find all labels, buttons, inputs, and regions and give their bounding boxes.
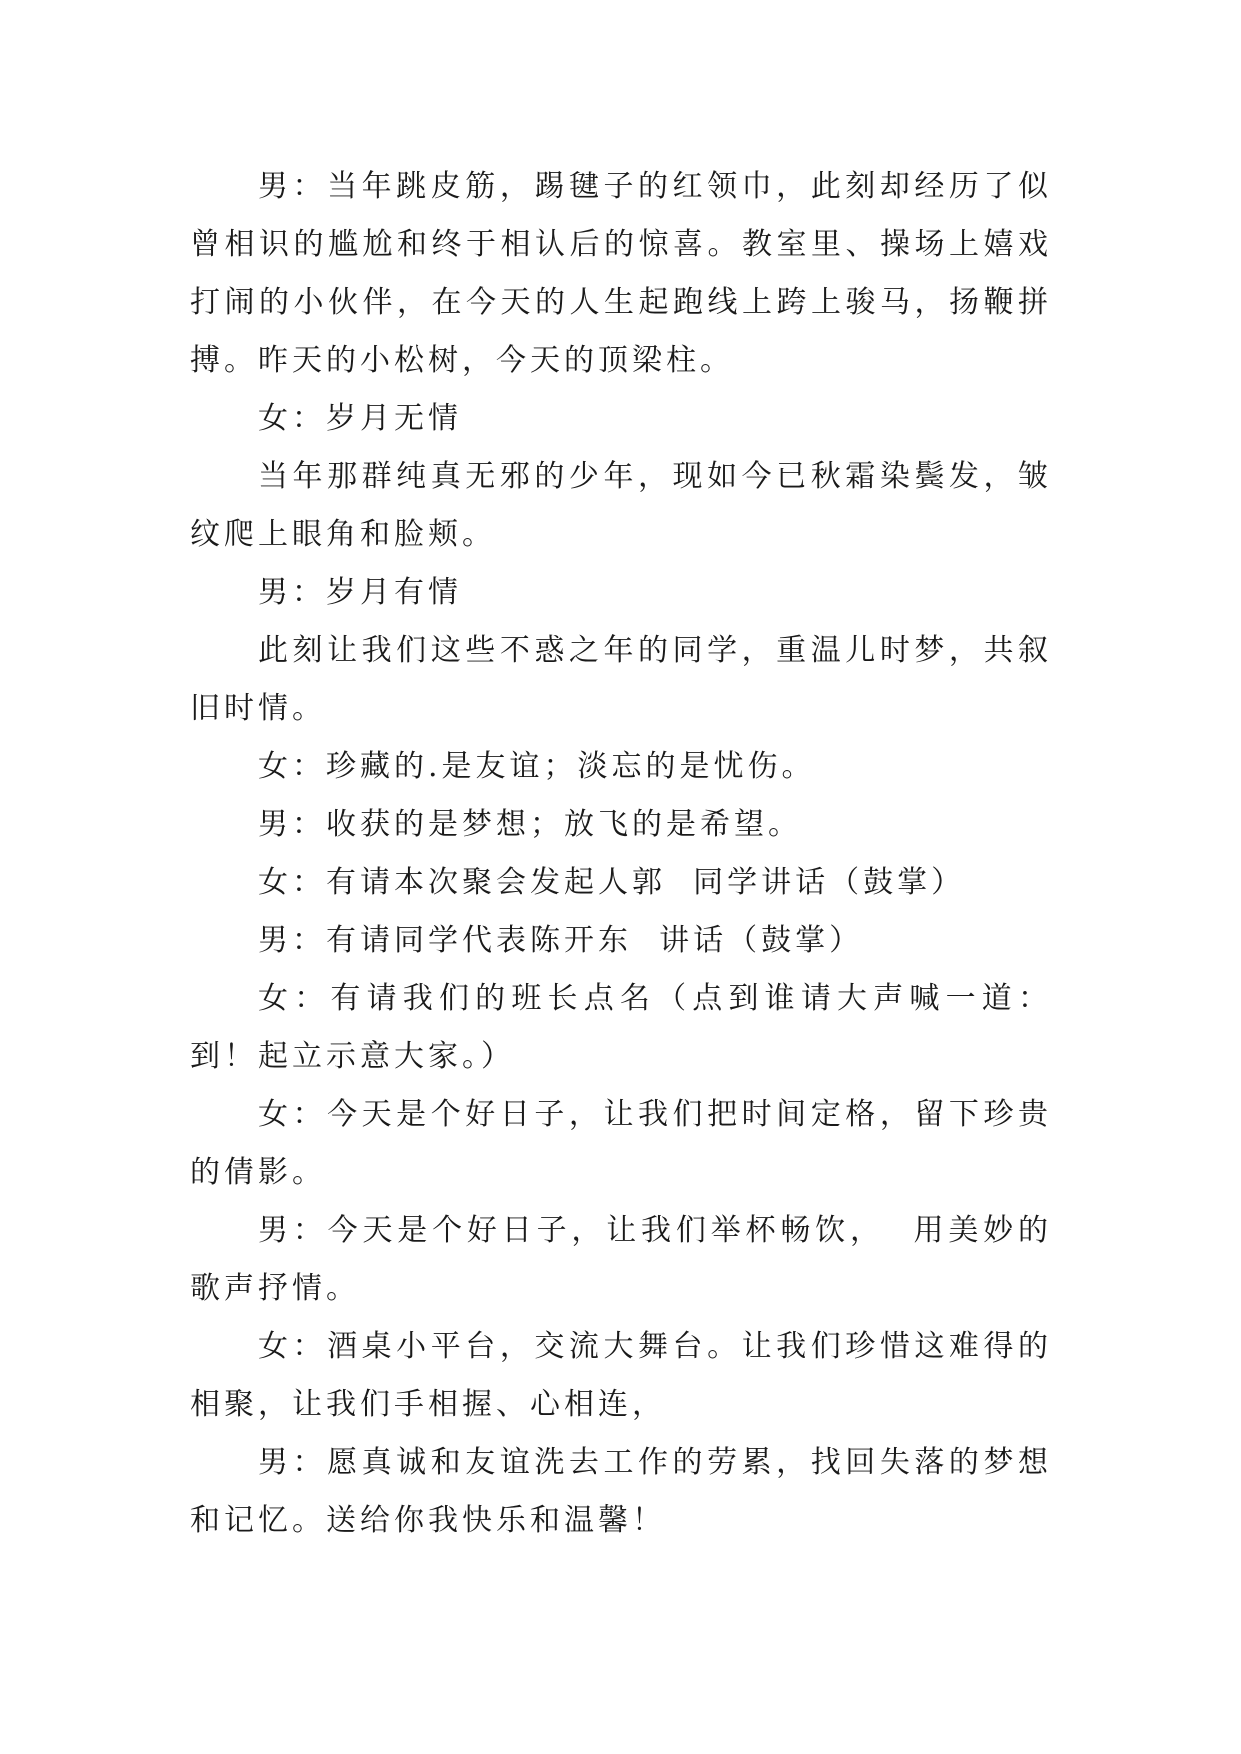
paragraph-5: 此刻让我们这些不惑之年的同学，重温儿时梦，共叙旧时情。: [190, 633, 1052, 726]
paragraph-12: 男：今天是个好日子，让我们举杯畅饮， 用美妙的歌声抒情。: [190, 1213, 1052, 1306]
paragraph-2: 女：岁月无情: [258, 401, 462, 436]
paragraph-10: 女：有请我们的班长点名（点到谁请大声喊一道：到！起立示意大家。）: [190, 981, 1052, 1074]
paragraph-11: 女：今天是个好日子，让我们把时间定格，留下珍贵的倩影。: [190, 1097, 1052, 1190]
paragraph-7: 男：收获的是梦想；放飞的是希望。: [258, 807, 802, 842]
paragraph-3: 当年那群纯真无邪的少年，现如今已秋霜染鬓发，皱纹爬上眼角和脸颊。: [190, 459, 1052, 552]
paragraph-4: 男：岁月有情: [258, 575, 462, 610]
paragraph-1: 男：当年跳皮筋，踢毽子的红领巾，此刻却经历了似曾相识的尴尬和终于相认后的惊喜。教室里、操场上嬉戏打闹的小伙伴，在今天的人生起跑线上跨上骏马，扬鞭拼搏。昨天的小松树，今天的顶梁柱。: [190, 169, 1052, 378]
paragraph-9: 男：有请同学代表陈开东 讲话（鼓掌）: [258, 923, 864, 958]
document-page: [190, 158, 1052, 1550]
paragraph-8: 女：有请本次聚会发起人郭 同学讲话（鼓掌）: [258, 865, 966, 900]
paragraph-14: 男：愿真诚和友谊洗去工作的劳累，找回失落的梦想和记忆。送给你我快乐和温馨！: [190, 1445, 1052, 1538]
paragraph-13: 女：酒桌小平台，交流大舞台。让我们珍惜这难得的相聚，让我们手相握、心相连，: [190, 1329, 1052, 1422]
paragraph-6: 女：珍藏的.是友谊；淡忘的是忧伤。: [258, 749, 816, 784]
